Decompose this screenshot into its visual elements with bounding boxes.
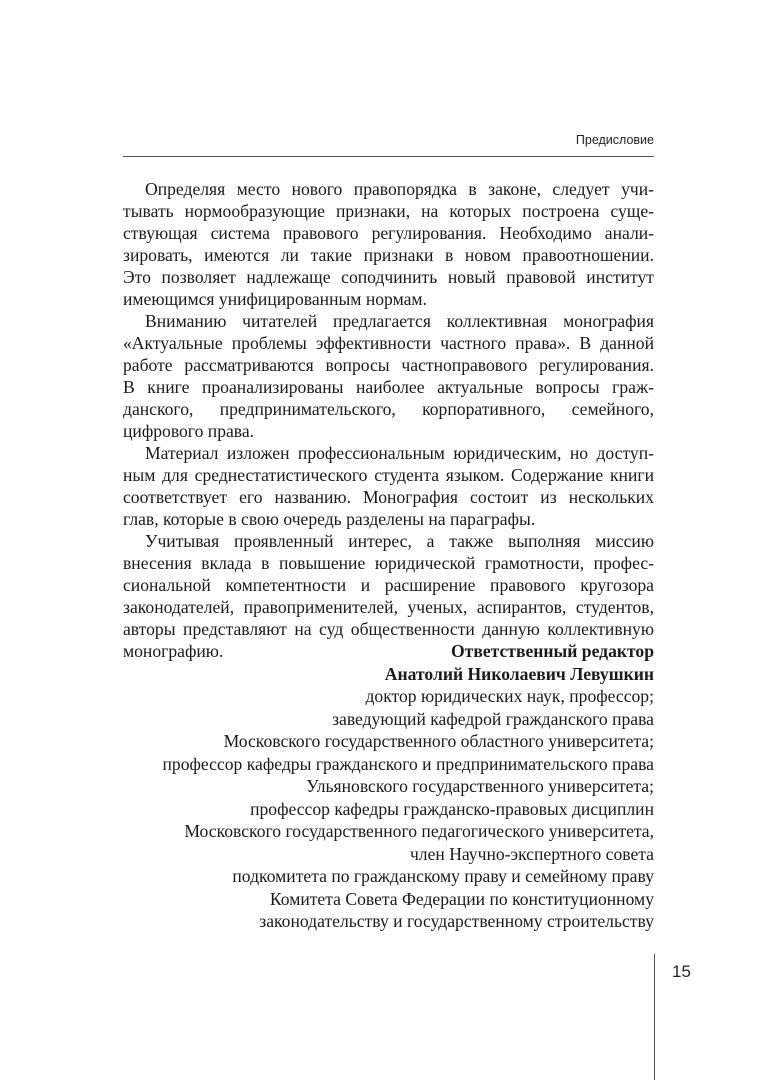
text-line: Определяя место нового правопорядка в законе, следует учи-	[145, 179, 654, 199]
text-line: цифрового права.	[123, 421, 255, 441]
text-line: глав, которые в свою очередь разделены на параграфы.	[123, 509, 536, 529]
editor-credential: законодательству и государственному строительству	[259, 911, 654, 931]
text-line: ствующая система правового регулирования. Необходимо анали-	[123, 223, 654, 243]
text-line: «Актуальные проблемы эффективности частного права». В данной	[123, 333, 654, 353]
paragraph-3	[123, 442, 654, 530]
editor-credential: Московского государственного педагогического университета,	[184, 821, 654, 841]
running-header: Предисловие	[575, 133, 654, 147]
text-line: Материал изложен профессиональным юридическим, но доступ-	[145, 443, 654, 463]
text-line: зировать, имеются ли такие признаки в новом правоотношении.	[123, 245, 654, 265]
text-line: Учитывая проявленный интерес, а также выполняя миссию	[145, 531, 654, 551]
editor-name: Анатолий Николаевич Левушкин	[384, 663, 654, 684]
text-line: тывать нормообразующие признаки, на которых построена суще-	[123, 201, 654, 221]
text-line: ным для среднестатистического студента языком. Содержание книги	[123, 465, 654, 485]
editor-role: Ответственный редактор	[451, 641, 654, 661]
editor-signature	[162, 640, 654, 933]
text-line: соответствует его названию. Монография состоит из нескольких	[123, 487, 654, 507]
page-number-rule	[654, 954, 655, 1080]
editor-credential: подкомитета по гражданскому праву и семейному праву	[232, 866, 654, 886]
header-rule	[123, 156, 654, 157]
text-line: сиональной компетентности и расширение правового кругозора	[123, 575, 654, 595]
editor-credential: член Научно-экспертного совета	[409, 843, 654, 864]
paragraph-1	[123, 178, 654, 310]
editor-credential: профессор кафедры гражданского и предпринимательского права	[162, 753, 654, 774]
text-line: имеющимся унифицированным нормам.	[123, 289, 427, 309]
editor-credential: Московского государственного областного университета;	[223, 731, 654, 751]
text-line: Это позволяет надлежаще соподчинить новый правовой институт	[123, 267, 654, 287]
editor-credential: заведующий кафедрой гражданского права	[332, 708, 654, 729]
text-line: Вниманию читателей предлагается коллективная монография	[145, 311, 654, 331]
editor-credential: доктор юридических наук, профессор;	[365, 686, 654, 706]
text-line: В книге проанализированы наиболее актуальные вопросы граж-	[123, 377, 654, 397]
text-line: внесения вклада в повышение юридической грамотности, профес-	[123, 553, 654, 573]
text-line: авторы представляют на суд общественности данную коллективную	[123, 619, 654, 639]
editor-credential: профессор кафедры гражданско-правовых дисциплин	[250, 798, 654, 819]
text-line: законодателей, правоприменителей, ученых, аспирантов, студентов,	[123, 597, 654, 617]
page-number: 15	[672, 962, 691, 981]
paragraph-2	[123, 310, 654, 442]
editor-credential: Комитета Совета Федерации по конституционному	[269, 888, 654, 909]
body-text	[123, 178, 654, 662]
text-line: работе рассматриваются вопросы частноправового регулирования.	[123, 355, 654, 375]
editor-credential: Ульяновского государственного университета;	[306, 776, 654, 796]
text-line: монографию.	[123, 641, 224, 661]
text-line: данского, предпринимательского, корпоративного, семейного,	[123, 399, 654, 419]
